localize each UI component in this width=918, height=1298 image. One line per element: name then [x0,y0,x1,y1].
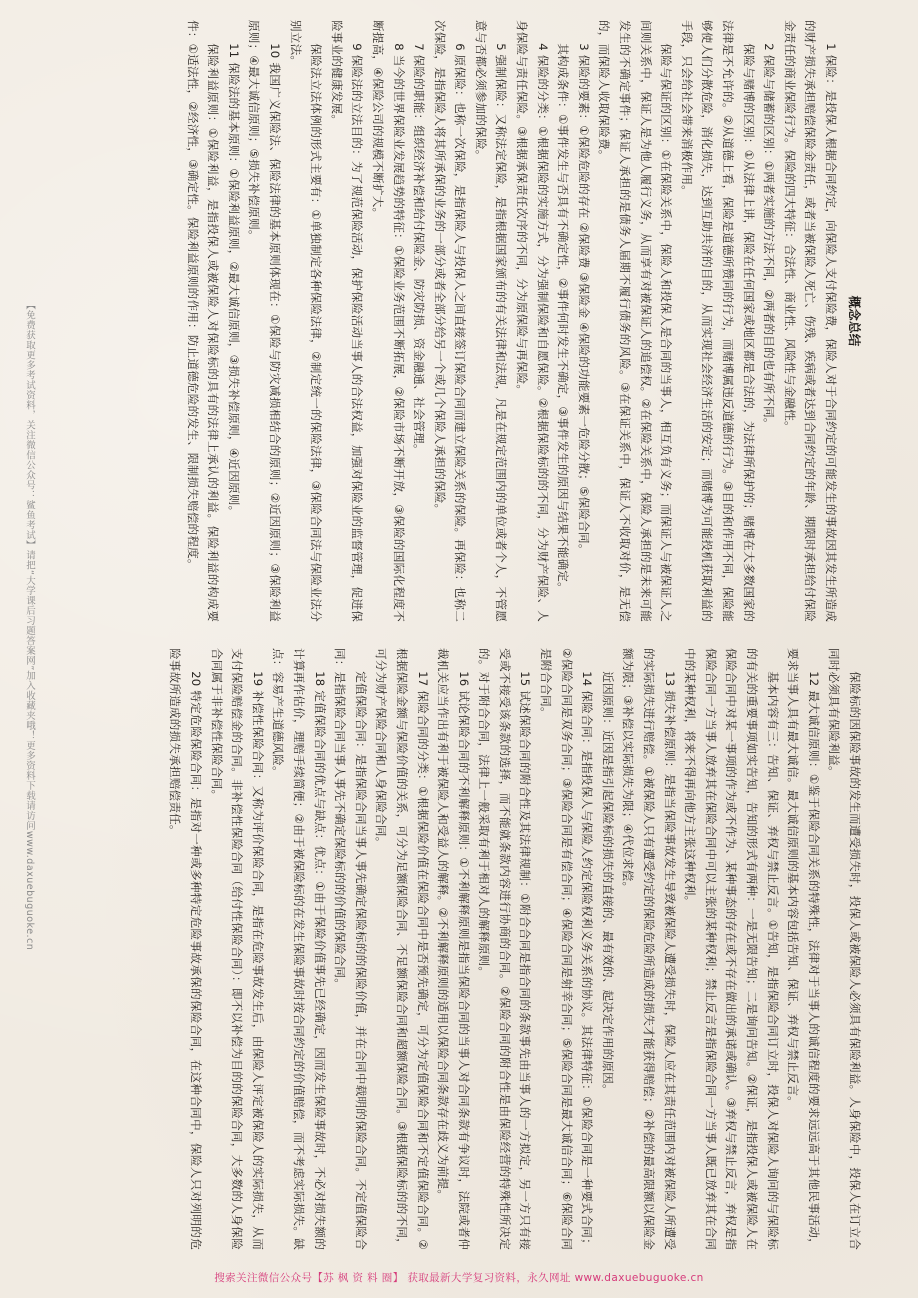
paragraph: 8 当今的世界保险业发展趋势的特征：①保险业务范围不断拓展，②保险市场不断开放，③保险的国际化程度不断提高，④保险公司的规模不断扩大。 [370,20,406,622]
right-column [53,648,865,1250]
text-columns [53,20,865,1250]
paragraph: 其构成条件：①事件发生与否具有不确定性，②事件何时发生不确定，③事件发生的原因与结果不能确定。 [556,43,571,594]
paragraph: 保险与保证的区别：①在保险关系中，保险人和投保人是合同的当事人，相互负有义务；而保证人与被保证人之间则关系中，保证人是为他人履行义务，从而享有对被保证人的追偿权。②在保险关系中，保险人承担的是未来可能发生的不确定事件；保证人承担的是债务人届期不履行债务的风险。③在保证关系中，保证人不收取对价，是无偿的，而保险人收取保险费。 [597,20,674,622]
side-watermark: 【免费获取更多考试资料，关注微信公众号：鲨鱼考试】请把“大学课后习题答案网”加入收藏夹哦！更多资料下载请访问www.daxuebuguoke.cn [24,300,35,951]
paragraph: 1 保险：是投保人根据合同约定，向保险人支付保险费，保险人对于合同约定的可能发生的事故因其发生所造成的财产损失承担赔偿保险金责任，或者当被保险人死亡、伤残、疾病或者达到合同约定的年龄、期限时承担给付保险金责任的商业保险行为。保险的四大特征：合法性、商业性、风险性与金融性。 [782,20,838,622]
right-column-body [165,648,865,1250]
paragraph: 3 保险的要素：①保险危险的存在 ②保险费 ③保险金 ④保险的功能要素一危险分散；⑤保险合同。 [576,43,591,556]
paragraph: 12 最大诚信原则：①鉴于保险合同关系的特殊性，法律对于当事人的诚信程度的要求远远高于其他民事活动，要求当事人具有最大诚信。最大诚信原则的基本内容包括告知、保证、弃权与禁止反言。 [786,648,821,1250]
paragraph: 7 保险的职能：组织经济补偿和给付保险金、防灾防损、资金融通、社会管理。 [412,43,427,456]
paragraph: 定值保险合同：是指保险合同当事人事先确定保险标的的保险价值，并在合同中载明的保险合同。不定值保险合同：是指保险合同当事人事先不确定保险标的的价值的保险合同。 [333,648,368,1250]
paragraph: 16 试论保险合同的不利解释原则：①不利解释原则是指当保险合同的当事人对合同条款有争议时，法院或者仲裁机关应当作出有利于被保险人和受益人的解释。②不利解释原则的适用以保险合同条款存在歧义为前提。 [436,648,471,1250]
section-heading: 概念总结 [847,295,862,347]
paragraph: 15 试述保险合同的附合性及其法律规制：①附合合同是指合同的条款事先由当事人的一方拟定，另一方只有接受或不接受该条款的选择，而不能就条款内容进行协商的合同。②保险合同的附合性是由保险经营的特殊性所决定的。对于附合合同，法律上一般采取有利于相对人的解释原则。 [477,648,533,1250]
paragraph: 18 定值保险合同的优点与缺点：优点：①由于保险价值事先已经确定，因而发生保险事故时，不必对损失额的计算再作估价，理赔手续简便；②由于被保险标的在发生保险事故时按合同约定的价值赔偿，而不考虑实际损失。缺点：容易产生道德风险。 [271,648,327,1250]
footer-notice: 搜索关注微信公众号【苏 枫 资 料 圈】 获取最新大学复习资料，永久网址 www.daxuebuguoke.cn [214,1272,704,1284]
paragraph: 17 保险合同的分类：①根据保险价值在保险合同中是否预先确定，可分为定值保险合同和不定值保险合同。②根据保险金额与保险价值的关系，可分为足额保险合同、不足额保险合同和超额保险合同。③根据保险标的的不同，可分为财产保险合同和人身保险合同。 [374,648,430,1250]
paragraph: 14 保险合同：是指投保人与保险人约定保险权利义务关系的协议。其法律特征：①保险合同是一种要式合同；②保险合同是双务合同；③保险合同是有偿合同；④保险合同是射幸合同；⑤保险合同是最大诚信合同；⑥保险合同是附合合同。 [539,648,595,1250]
paragraph: 19 补偿性保险合同：又称为评价保险合同，是指在危险事故发生后，由保险人评定被保险人的实际损失，从而支付保险赔偿金的合同。非补偿性保险合同（给付性保险合同）：即不以补偿为目的的保险合同，大多数的人身保险合同属于非补偿性保险合同。 [209,648,265,1250]
paragraph: 5 强制保险：又称法定保险，是指根据国家颁布的有关法律和法规，凡是在规定范围内的单位或者个人，不管愿意与否都必须参加的保险。 [473,20,509,622]
paragraph: 保险与赌博的区别：①从法律上讲，保险在任何国家或地区都是合法的，为法律所保护的；赌博在大多数国家的法律是不允许的。②从道德上看，保险是道德所赞同的行为，而赌博属违反道德的行为。③目的和作用不同，保险能够使人们分散危险，消化损失，达到互助共济的目的，从而实现社会经济生活的安定；而赌博为可能投机获取利益的手段，只会给社会带来消极作用。 [679,20,756,622]
left-column-body [182,20,841,622]
paragraph: 近因原则：近因是指引起保险标的损失的直接的、最有效的、起决定作用的原因。 [600,671,615,1096]
paragraph: 11 保险法的基本原则：①保险利益原则，②最大诚信原则，③损失补偿原则，④近因原则。 [226,43,241,518]
paragraph: 4 保险的分类：①根据保险的实施方式，分为强制保险和自愿保险。②根据保险标的的不同，分为财产保险、人身保险与责任保险。③根据承保责任次序的不同，分为原保险与再保险。 [515,20,550,622]
paragraph: 基本内容有三：告知、保证、弃权与禁止反言。①告知，是指保险合同订立时，投保人对保险人询问的与保险标的有关的重要事项如实告知，告知的形式有两种：一是无限告知；二是询问告知。②保证，是指投保人或被保险人在保险合同中对某一事项的作为或不作为、某种事态的存在或不存在做出的承诺或确认。③弃权与禁止反言，弃权是指保险合同一方当事人放弃其在保险合同中可以主张的某种权利；禁止反言是指保险合同一方当事人既已放弃其在合同中的某种权利，将来不得再向他方主张这种权利。 [683,648,780,1250]
paragraph: 保险法立法体例的形式主要有：①单独制定各种保险法律，②制定统一的保险法律，③保险合同法与保险业法分别立法。 [288,20,324,622]
paragraph: 10 我国广义保险法、保险法律的基本原则体现在：①保险与防灾减损相结合的原则；②近因原则；③保险利益原则；④最大诚信原则；⑤损失补偿原则。 [247,20,282,622]
paragraph: 6 原保险：也称一次保险，是指保险人与投保人之间直接签订保险合同而建立保险关系的保险。再保险：也称二次保险，是指保险人将其所承保的业务的一部分或者全部分给另一个或几个保险人承担的保险。 [432,20,468,622]
paragraph: 保险利益原则：①保险利益，是指投保人或被保险人对保险标的具有的法律上承认的利益。保险利益的构成要件：①适法性，②经济性，③确定性。保险利益原则的作用：防止道德危险的发生、限制损失赔偿的程度。 [185,20,221,622]
rotated-content [53,20,865,1250]
paragraph: 20 特定危险保险合同：是指对一种或多种特定危险事故承保的保险合同，在这种合同中，保险人只对列明的危险事故所造成的损失承担赔偿责任。 [168,648,203,1250]
paragraph: 保险标的因保险事故的发生而遭受损失时，投保人或被保险人必须具有保险利益。人身保险中，投保人在订立合同时必须具有保险利益。 [827,648,862,1250]
paragraph: 13 损失补偿原则：是指当保险事故发生导致被保险人遭受损失时，保险人应在其责任范围内对被保险人所遭受的实际损失进行赔偿。①被保险人只有遭受约定的保险危险所造成的损失才能获得赔偿；②补偿的最高限额以保险金额为限；③补偿以实际损失为限；④代位求偿。 [621,648,677,1250]
left-column [53,20,865,622]
paragraph: 9 保险法的立法目的：为了规范保险活动，保护保险活动当事人的合法权益，加强对保险业的监督管理，促进保险事业的健康发展。 [329,20,365,622]
paragraph: 2 保险与储蓄的区别：①两者实施的方法不同，②两者的目的也有所不同。 [762,43,777,430]
